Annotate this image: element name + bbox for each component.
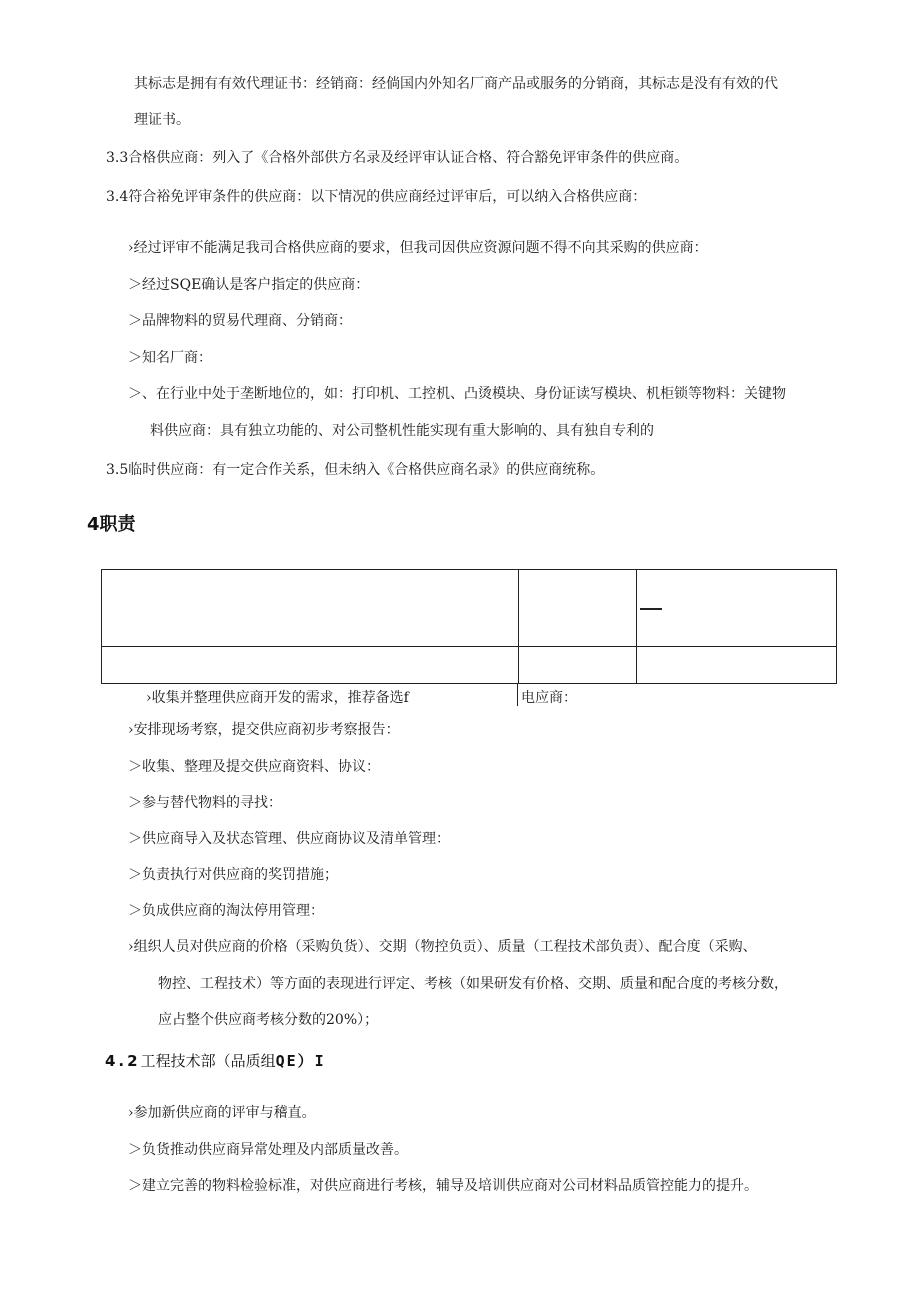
list-item-continuation: 料供应商：具有独立功能的、对公司整机性能实现有重大影响的、具有独自专利的 <box>150 423 654 439</box>
duty-item: ＞负货推动供应商异常处理及内部质量改善。 <box>128 1142 408 1158</box>
section-title-suffix: QE）I <box>275 1052 326 1070</box>
section-heading-4-2 <box>105 1050 326 1071</box>
duty-item-continuation: 物控、工程技术）等方面的表现进行评定、考核（如果研发有价格、交期、质量和配合度的考核分数， <box>158 976 788 992</box>
list-item: ＞经过SQE确认是客户指定的供应商： <box>128 277 370 293</box>
duty-item: ›参加新供应商的评审与稽直。 <box>128 1105 316 1121</box>
duty-item-continuation: 应占整个供应商考核分数的20%）； <box>158 1012 379 1028</box>
duty-item-fragment: 电应商： <box>521 690 577 706</box>
definition-item-3-5: 3.5临时供应商：有一定合作关系，但未纳入《合格供应商名录》的供应商统称。 <box>106 462 605 478</box>
duty-item: ＞建立完善的物料检验标准，对供应商进行考核，辅导及培训供应商对公司材料品质管控能力的提升。 <box>128 1178 758 1194</box>
duty-item: ›收集并整理供应商开发的需求，推荐备选f <box>146 690 409 706</box>
table-column-divider <box>636 570 637 683</box>
list-item: ›经过评审不能满足我司合格供应商的要求，但我司因供应资源问题不得不向其采购的供应商： <box>128 240 708 256</box>
list-item: ＞品牌物料的贸易代理商、分销商： <box>128 313 352 329</box>
definition-item-3-3: 3.3合格供应商：列入了《合格外部供方名录及经评审认证合格、符合豁免评审条件的供应商。 <box>106 150 689 166</box>
duty-item: ›组织人员对供应商的价格（采购负货）、交期（物控负贡）、质量（工程技术部负责）、配合度（采购、 <box>128 939 757 955</box>
duty-item: ＞负成供应商的淘汰停用管理： <box>128 903 324 919</box>
list-item: ＞知名厂商： <box>128 350 212 366</box>
duty-item: ›安排现场考察，提交供应商初步考察报告： <box>128 722 400 738</box>
list-item: ＞、在行业中处于垄断地位的，如：打印机、工控机、凸烫模块、身份证读写模块、机柜锁等物料：关键物 <box>128 386 786 402</box>
table-row-divider <box>102 646 836 647</box>
table-dash-mark <box>640 608 662 610</box>
definition-text-line: 理证书。 <box>134 112 190 128</box>
duty-item: ＞参与替代物料的寻找： <box>128 795 282 811</box>
table-column-divider <box>518 570 519 683</box>
responsibility-table <box>101 569 837 684</box>
definition-item-3-4: 3.4符合裕免评审条件的供应商：以下情况的供应商经过评审后，可以纳入合格供应商： <box>106 189 647 205</box>
duty-item: ＞收集、整理及提交供应商资料、协议： <box>128 759 380 775</box>
section-title: 工程技术部（品质组 <box>140 1052 276 1070</box>
duty-item: ＞负责执行对供应商的奖罚措施； <box>128 867 338 883</box>
section-heading-4: 4职责 <box>87 514 136 535</box>
duty-item: ＞供应商导入及状态管理、供应商协议及清单管理： <box>128 831 450 847</box>
definition-text-line: 其标志是拥有有效代理证书：经销商：经倘国内外知名厂商产品或服务的分销商，其标志是没有有效的代 <box>134 76 778 92</box>
section-number: 4.2 <box>105 1052 141 1070</box>
table-column-divider-tail <box>517 684 518 706</box>
